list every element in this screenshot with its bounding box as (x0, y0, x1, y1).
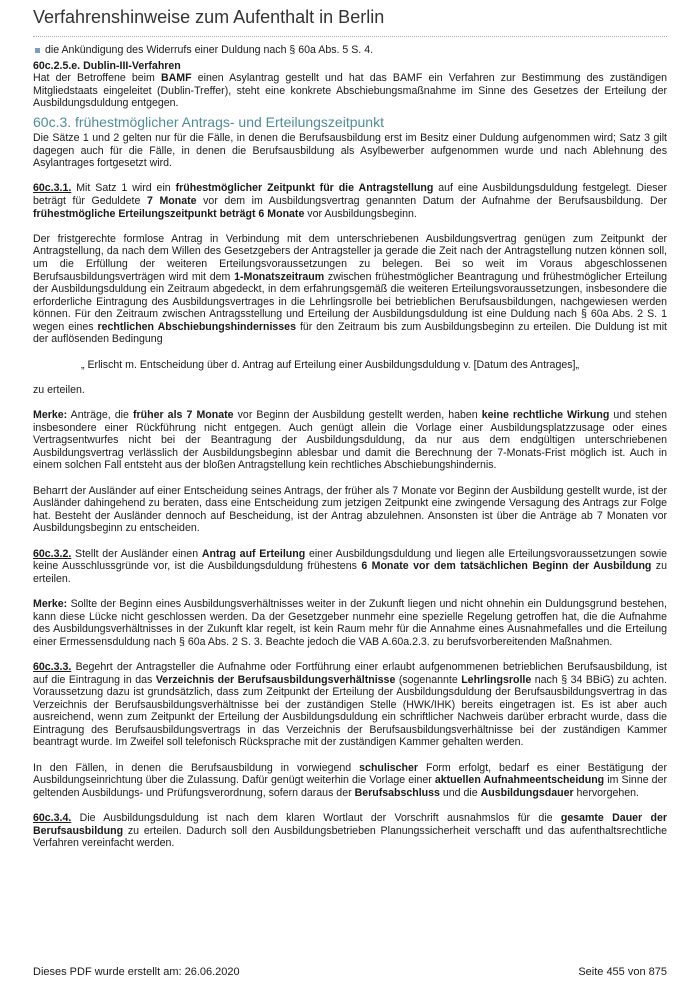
section-ref-60c-3-1: 60c.3.1. (33, 182, 72, 195)
section-ref-60c-3-4: 60c.3.4. (33, 812, 72, 825)
paragraph-merke-2: Merke: Sollte der Beginn eines Ausbildungsverhältnisses weiter in der Zukunft liegen und nicht ohnehin ein Duldungsgrund bestehen, kann diese Lücke nicht geschlossen werden. Da der Gesetzgeber nunmehr eine spezielle Regelung getroffen hat, die die Aufnahme des Ausbildungsverhältnisses in der Zukunft klar regelt, ist kein Raum mehr für die Annahme eines Ausnahmefalles und die Erteilung einer Ermessensduldung nach § 60a Abs. 2 S. 3. Beachte jedoch die VAB A.60a.2.3. zu berufsvorbereitenden Maßnahmen. (33, 597, 667, 648)
paragraph-merke-1: Merke: Anträge, die früher als 7 Monate vor Beginn der Ausbildung gestellt werden, haben keine rechtliche Wirkung und stehen insbesondere einer Rückführung nicht entgegen. Auch genügt allein die Vorlage einer Ausbildungsplatzzusage oder eines Vertragsentwurfes nicht bei der Beantragung der Ausbildungsduldung, da nur aus dem endgültigen unterschriebenen Ausbildungsvertrag verlässlich der Ausbildungsbeginn ablesbar und damit die Berechnung der 7-Monats-Frist möglich ist. Auch in einem solchen Fall entsteht aus der bloßen Antragstellung kein rechtliches Abschiebungshindernis. (33, 409, 667, 472)
page-title: Verfahrenshinweise zum Aufenthalt in Berlin (33, 7, 385, 27)
dublin-paragraph: Hat der Betroffene beim BAMF einen Asylantrag gestellt und hat das BAMF ein Verfahren zur Bestimmung des zuständigen Mitgliedstaats eingeleitet (Dublin-Treffer), steht eine konkrete Abschiebungsmaßnahme im Sinne des Gesetzes der Erteilung der Ausbildungsduldung entgegen. (33, 72, 667, 110)
paragraph-60c-3-4: 60c.3.4. Die Ausbildungsduldung ist nach dem klaren Wortlaut der Vorschrift ausnahmslos für die gesamte Dauer der Berufsausbildung zu erteilen. Dadurch soll den Ausbildungsbetrieben Planungssicherheit verschafft und das aufenthaltsrechtliche Verfahren vereinfacht werden. (33, 812, 667, 850)
paragraph-beharrt: Beharrt der Ausländer auf einer Entscheidung seines Antrags, der früher als 7 Monate vor Beginn der Ausbildung gestellt wurde, ist der Ausländer dahingehend zu beraten, dass eine Entscheidung zum jetzigen Zeitpunkt eine zwingende Versagung des Antrags zur Folge hat. Besteht der Ausländer dennoch auf Bescheidung, ist der Antrag abzulehnen. Ansonsten ist über die Anträge ab 7 Monaten vor Ausbildungsbeginn zu entscheiden. (33, 484, 667, 535)
merke-label: Merke: (33, 409, 68, 422)
section-ref-60c-3-2: 60c.3.2. (33, 547, 72, 560)
title-divider (33, 36, 667, 37)
paragraph-schulisch: In den Fällen, in denen die Berufsausbildung in vorwiegend schulischer Form erfolgt, bedarf es einer Bestätigung der Ausbildungseinrichtung über die Zulassung. Dafür genügt weiterhin die Vorlage einer aktuellen Aufnahmeentscheidung im Sinne der geltenden Ausbildungs- und Prüfungsverordnung, sofern daraus der Berufsabschluss und die Ausbildungsdauer hervorgehen. (33, 761, 667, 799)
square-bullet-icon (35, 48, 40, 53)
condition-quote: „ Erlischt m. Entscheidung über d. Antrag auf Erteilung einer Ausbildungsduldung v. [Datum des Antrages]„ (81, 358, 579, 371)
bullet-text: die Ankündigung des Widerrufs einer Duldung nach § 60a Abs. 5 S. 4. (45, 44, 374, 56)
footer-created-date: Dieses PDF wurde erstellt am: 26.06.2020 (33, 966, 240, 978)
bullet-list-item (33, 44, 667, 57)
dublin-heading (33, 60, 667, 73)
paragraph-60c-3-3: 60c.3.3. Begehrt der Antragsteller die Aufnahme oder Fortführung einer erlaubt aufgenommenen betrieblichen Berufsausbildung, ist auf die Eintragung in das Verzeichnis der Berufsausbildungsverhältnisse (sogenannte Lehrlingsrolle nach § 34 BBiG) zu achten. Voraussetzung dazu ist grundsätzlich, dass zum Zeitpunkt der Erteilung der Ausbildungsduldung der Berufsausbildungsvertrag in das Verzeichnis der Berufsausbildungsverhältnisse bei der zuständigen Stelle (HWK/IHK) bereits eingetragen ist. Es ist aber auch ausreichend, wenn zum Zeitpunkt der Erteilung der Ausbildungsduldung ein schriftlicher Nachweis darüber erbracht wurde, dass die Eintragung des Berufsausbildungsvertrags in das Verzeichnis der Berufsausbildungsverhältnisse bei der zuständigen Kammer beantragt wurde. Im Zweifel soll telefonisch Rücksprache mit der zuständigen Kammer gehalten werden. (33, 660, 667, 749)
document-body (33, 44, 667, 850)
section-ref-60c-3-3: 60c.3.3. (33, 660, 72, 673)
paragraph-fristgerecht: Der fristgerechte formlose Antrag in Verbindung mit dem unterschriebenen Ausbildungsvertrag genügen zum Zeitpunkt der Antragstellung, da nach dem Willen des Gesetzgebers der Antragsteller ja gerade die Zeit nach der Antragstellung nutzen können soll, um die Erfüllung der weiteren Erteilungsvoraussetzungen zu belegen. Bei so weit im Voraus abgeschlossenen Berufsausbildungsverträgen wird mit dem 1-Monatszeitraum zwischen frühestmöglicher Beantragung und frühestmöglicher Erteilung der Ausbildungsduldung ein Zeitraum abgedeckt, in dem erfahrungsgemäß die weiteren Erteilungsvoraussetzungen, insbesondere die erforderliche Eintragung des Ausbildungsvertrages in die Lehrlingsrolle bei betrieblichen Berufsausbildungen, nachgewiesen werden können. Für den Zeitraum zwischen Antragsstellung und Erteilung der Ausbildungsduldung ist eine Duldung nach § 60a Abs. 2 S. 1 wegen eines rechtlichen Abschiebungshindernisses für den Zeitraum bis zum Ausbildungsbeginn zu erteilen. Die Duldung ist mit der auflösenden Bedingung (33, 232, 667, 346)
paragraph-60c-3-1: 60c.3.1. Mit Satz 1 wird ein frühestmöglicher Zeitpunkt für die Antragstellung auf eine Ausbildungsduldung festgelegt. Dieser beträgt für Geduldete 7 Monate vor dem im Ausbildungsvertrag genannten Datum der Aufnahme der Berufsausbildung. Der frühestmögliche Erteilungszeitpunkt beträgt 6 Monate vor Ausbildungsbeginn. (33, 182, 668, 220)
section-heading: 60c.3. frühestmöglicher Antrags- und Erteilungszeitpunkt (33, 113, 384, 130)
footer-page-number: Seite 455 von 875 (578, 966, 667, 978)
section-intro: Die Sätze 1 und 2 gelten nur für die Fälle, in denen die Berufsausbildung erst im Besitz einer Duldung aufgenommen wird; Satz 3 gilt dagegen auch für die Fälle, in denen die Berufsausbildung als Asylbewerber aufgenommen wurde und nach Ablehnung des Asylantrages fortgesetzt wird. (33, 131, 667, 170)
paragraph-60c-3-2: 60c.3.2. Stellt der Ausländer einen Antrag auf Erteilung einer Ausbildungsduldung und liegen alle Erteilungsvoraussetzungen sowie keine Ausschlussgründe vor, ist die Ausbildungsduldung frühestens 6 Monate vor dem tatsächlichen Beginn der Ausbildung zu erteilen. (33, 547, 667, 585)
merke-label: Merke: (33, 597, 68, 610)
dublin-heading-text: 60c.2.5.e. Dublin-III-Verfahren (33, 59, 181, 72)
paragraph-zu-erteilen: zu erteilen. (33, 383, 85, 396)
